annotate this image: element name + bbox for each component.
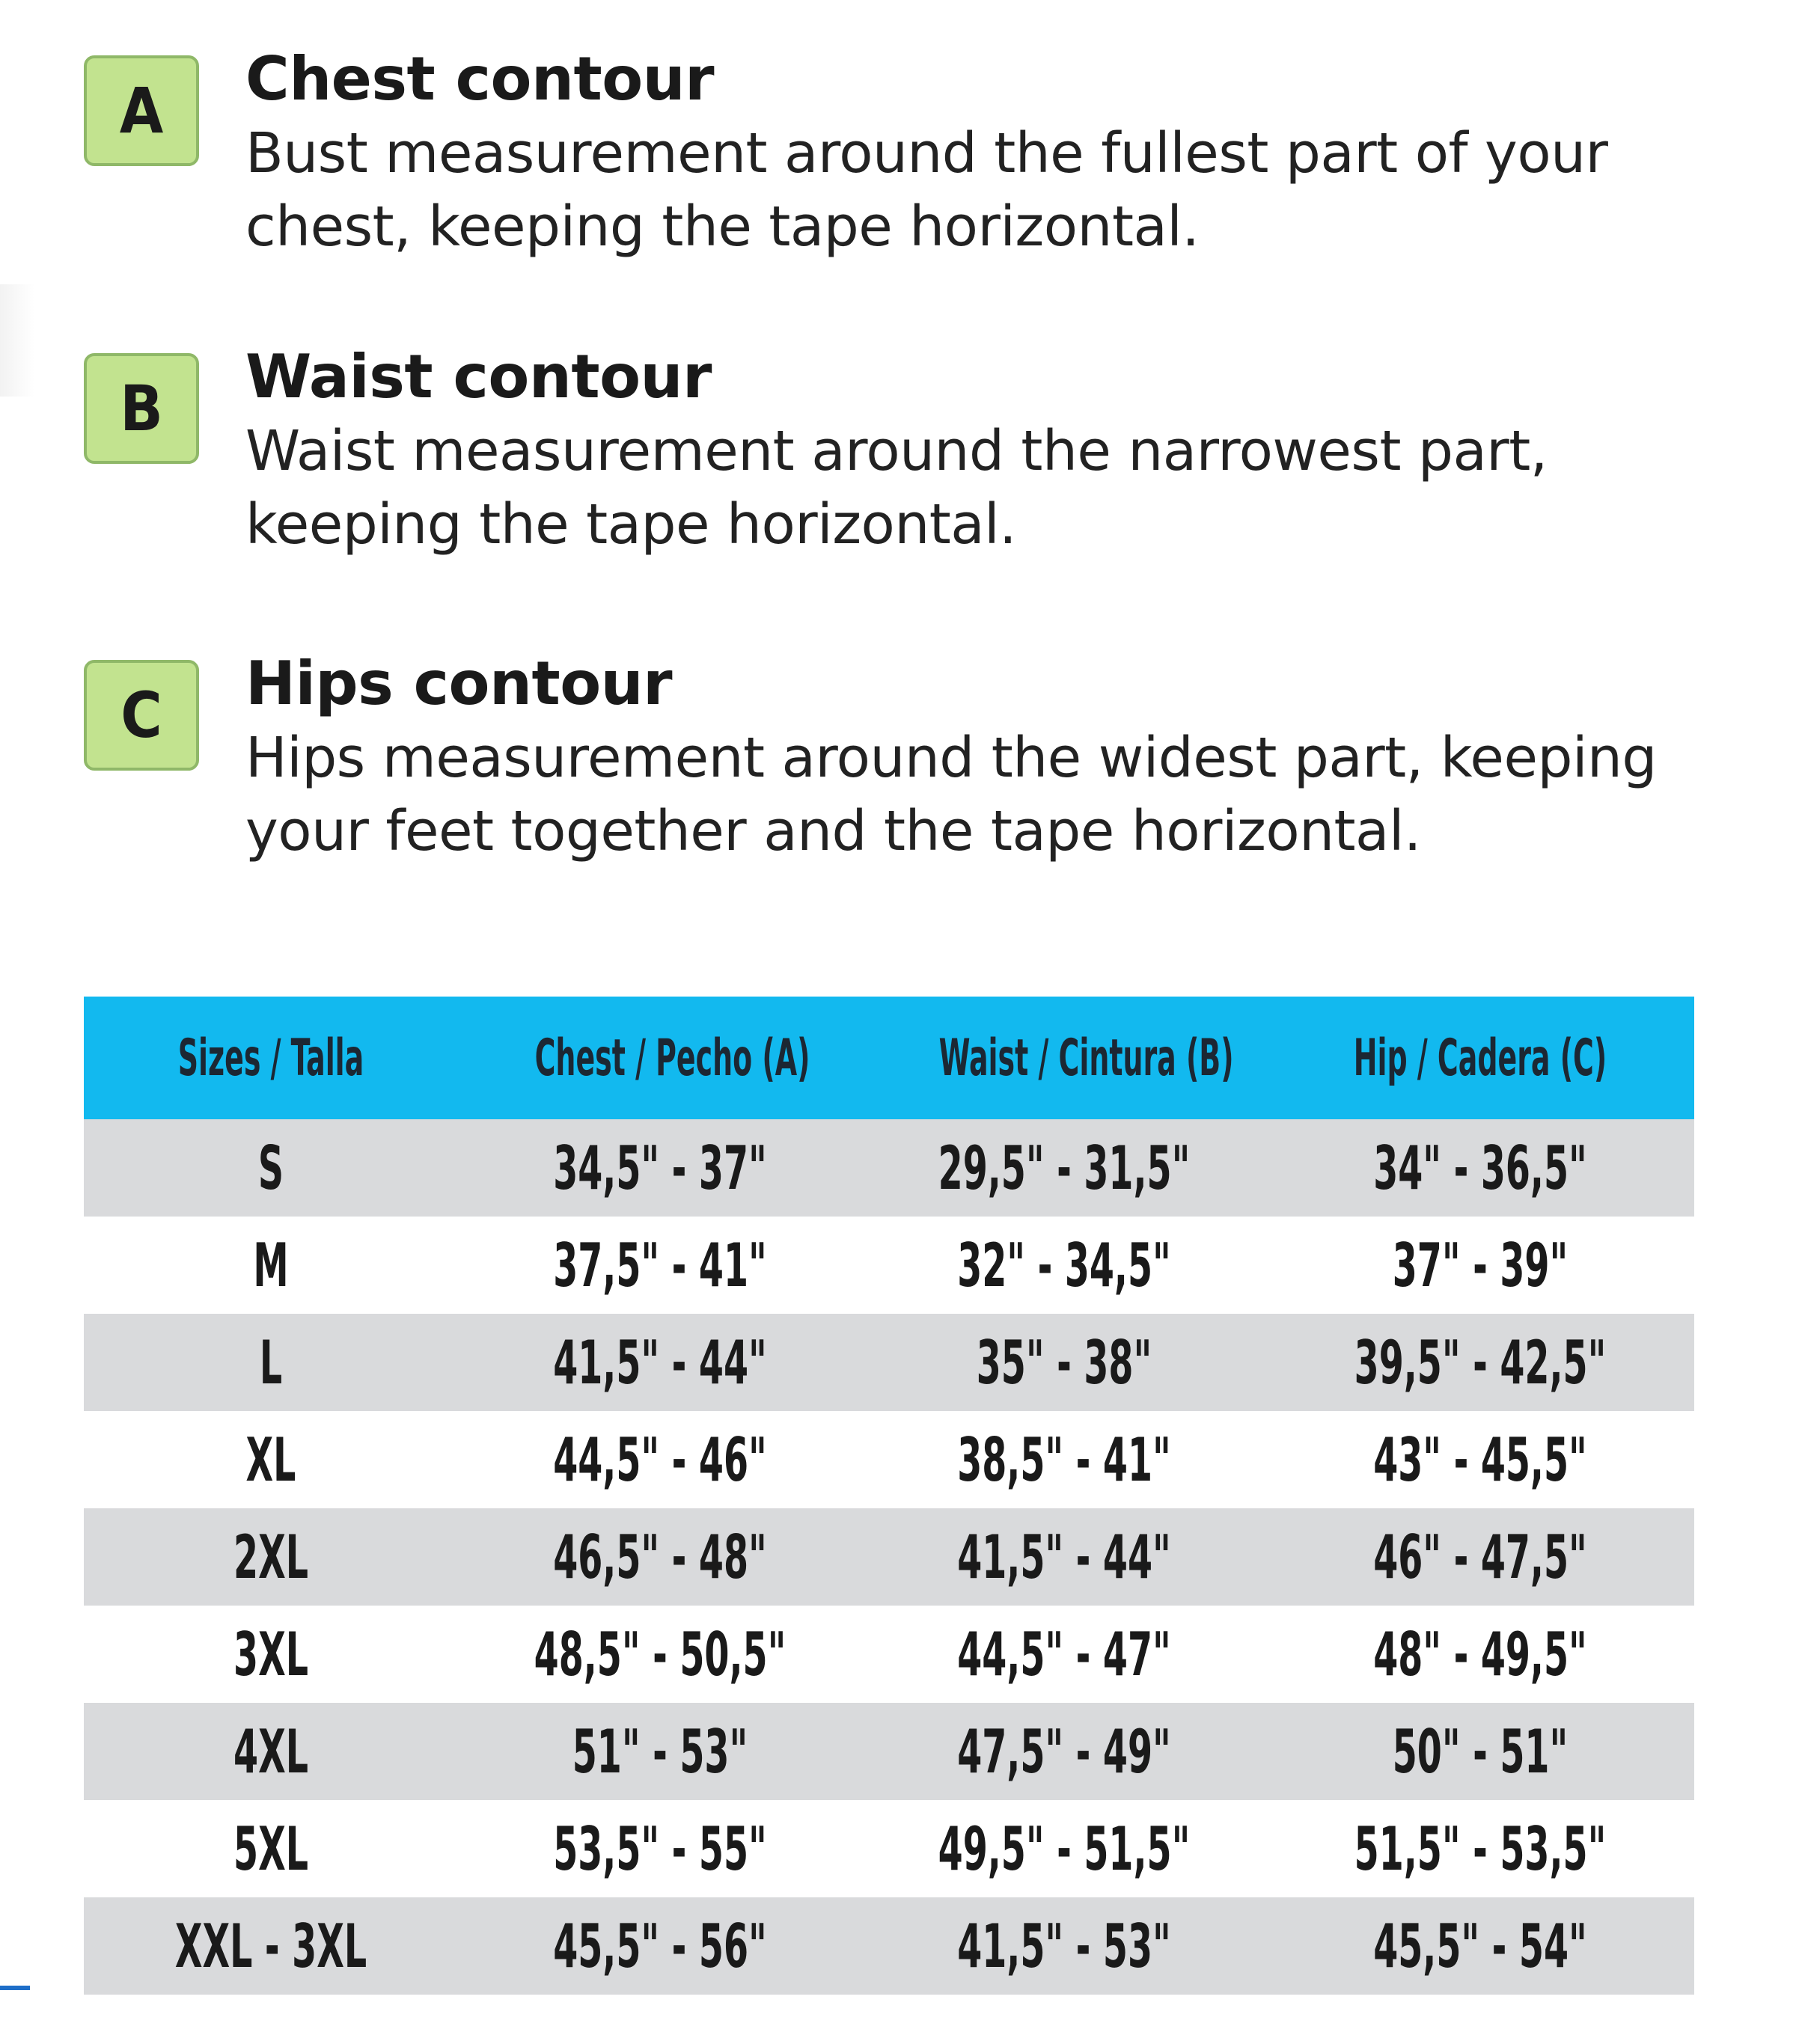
waist-cell: 47,5" - 49" (957, 1716, 1171, 1787)
hip-cell: 51,5" - 53,5" (1354, 1814, 1607, 1884)
size-cell: XL (245, 1425, 296, 1495)
measurement-desc-line: Hips measurement around the widest part, keeping (245, 726, 1657, 790)
size-cell: 3XL (233, 1619, 308, 1689)
measurement-desc-line: chest, keeping the tape horizontal. (245, 195, 1200, 259)
left-edge-shade (0, 284, 34, 397)
badge-a (84, 55, 199, 166)
table-row (84, 1314, 1694, 1411)
hip-cell: 37" - 39" (1392, 1230, 1569, 1300)
badge-a-label: A (84, 55, 199, 166)
header-hip: Hip / Cadera (C) (1353, 1028, 1607, 1088)
hip-cell: 45,5" - 54" (1373, 1911, 1587, 1981)
waist-cell: 41,5" - 44" (957, 1522, 1171, 1592)
size-cell: S (257, 1133, 284, 1203)
chest-cell: 51" - 53" (572, 1716, 748, 1787)
hip-cell: 34" - 36,5" (1373, 1133, 1587, 1203)
hip-cell: 50" - 51" (1392, 1716, 1569, 1787)
badge-c (84, 660, 199, 771)
header-sizes: Sizes / Talla (177, 1028, 364, 1088)
table-row (84, 1119, 1694, 1217)
badge-b (84, 353, 199, 464)
measurement-title: Hips contour (245, 649, 673, 718)
table-row (84, 1606, 1694, 1703)
size-cell: 2XL (233, 1522, 308, 1592)
table-row (84, 1703, 1694, 1800)
size-cell: L (259, 1327, 283, 1398)
badge-b-label: B (84, 353, 199, 464)
chest-cell: 46,5" - 48" (553, 1522, 767, 1592)
header-waist: Waist / Cintura (B) (938, 1028, 1234, 1088)
measurement-desc-line: keeping the tape horizontal. (245, 492, 1017, 557)
table-row (84, 1508, 1694, 1606)
hip-cell: 39,5" - 42,5" (1354, 1327, 1607, 1398)
waist-cell: 49,5" - 51,5" (938, 1814, 1191, 1884)
chest-cell: 53,5" - 55" (553, 1814, 767, 1884)
waist-cell: 29,5" - 31,5" (938, 1133, 1191, 1203)
measurement-desc-line: Bust measurement around the fullest part of your (245, 121, 1608, 186)
chest-cell: 48,5" - 50,5" (534, 1619, 786, 1689)
size-cell: XXL - 3XL (174, 1911, 367, 1981)
chest-cell: 34,5" - 37" (553, 1133, 767, 1203)
measurement-desc-line: Waist measurement around the narrowest part, (245, 419, 1548, 483)
hip-cell: 48" - 49,5" (1373, 1619, 1587, 1689)
chest-cell: 44,5" - 46" (553, 1425, 767, 1495)
waist-cell: 35" - 38" (976, 1327, 1152, 1398)
size-cell: M (253, 1230, 289, 1300)
measurement-title: Chest contour (245, 44, 715, 114)
size-table-header (84, 997, 1694, 1119)
table-row (84, 1217, 1694, 1314)
size-table (84, 997, 1694, 1995)
chest-cell: 41,5" - 44" (553, 1327, 767, 1398)
waist-cell: 38,5" - 41" (957, 1425, 1171, 1495)
hip-cell: 46" - 47,5" (1373, 1522, 1587, 1592)
measurement-title: Waist contour (245, 342, 712, 411)
size-cell: 4XL (233, 1716, 308, 1787)
left-edge-mark (0, 1986, 30, 1990)
hip-cell: 43" - 45,5" (1373, 1425, 1587, 1495)
badge-c-label: C (84, 660, 199, 771)
measurement-desc-line: your feet together and the tape horizontal. (245, 799, 1421, 863)
header-chest: Chest / Pecho (A) (534, 1028, 810, 1088)
waist-cell: 32" - 34,5" (957, 1230, 1171, 1300)
size-cell: 5XL (233, 1814, 308, 1884)
table-row (84, 1897, 1694, 1995)
table-row (84, 1800, 1694, 1897)
waist-cell: 44,5" - 47" (957, 1619, 1171, 1689)
table-row (84, 1411, 1694, 1508)
chest-cell: 37,5" - 41" (553, 1230, 767, 1300)
chest-cell: 45,5" - 56" (553, 1911, 767, 1981)
waist-cell: 41,5" - 53" (957, 1911, 1171, 1981)
